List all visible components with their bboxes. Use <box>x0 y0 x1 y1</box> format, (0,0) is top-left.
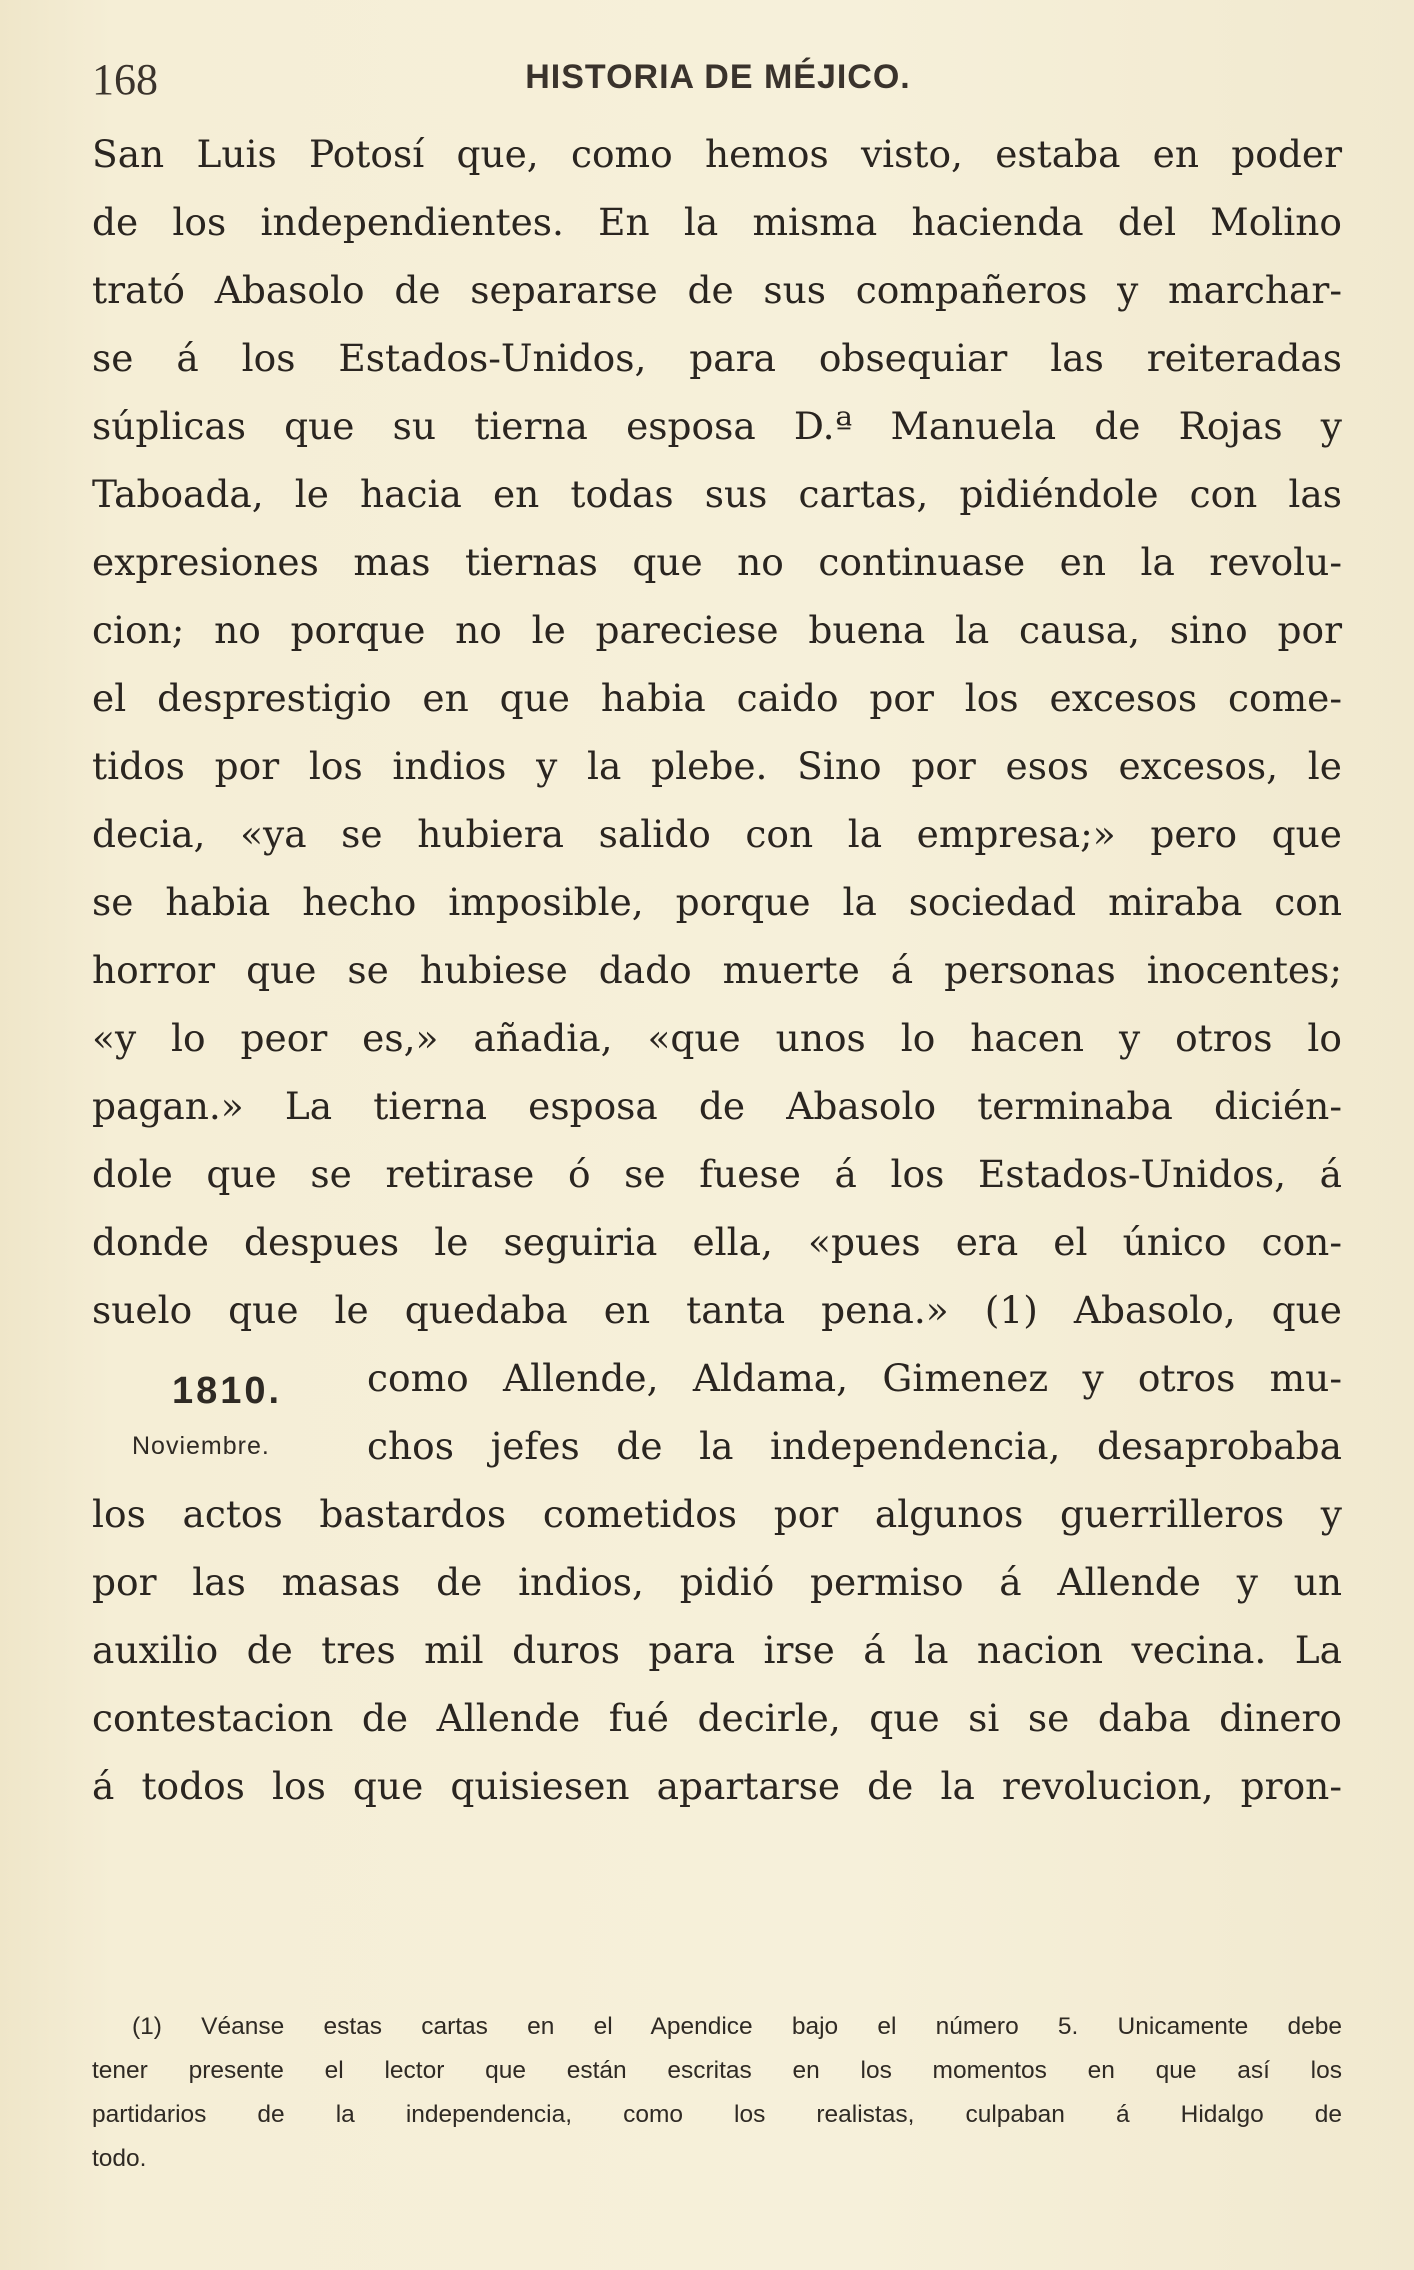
page-number: 168 <box>92 55 158 104</box>
text-line: expresiones mas tiernas que no continuase en la revolu- <box>92 540 1342 584</box>
text-line: pagan.» La tierna esposa de Abasolo terminaba dicién- <box>92 1084 1342 1128</box>
text-line: chos jefes de la independencia, desaprobaba <box>367 1424 1342 1468</box>
margin-note-month: Noviembre. <box>132 1432 270 1460</box>
text-line: «y lo peor es,» añadia, «que unos lo hacen y otros lo <box>92 1016 1342 1060</box>
text-line: el desprestigio en que habia caido por los excesos come- <box>92 676 1342 720</box>
text-line: los actos bastardos cometidos por algunos guerrilleros y <box>92 1492 1342 1536</box>
text-line: trató Abasolo de separarse de sus compañeros y marchar- <box>92 268 1342 312</box>
text-line: suelo que le quedaba en tanta pena.» (1) Abasolo, que <box>92 1288 1342 1332</box>
text-line: dole que se retirase ó se fuese á los Estados-Unidos, á <box>92 1152 1342 1196</box>
margin-note-year: 1810. <box>172 1370 283 1412</box>
text-line: auxilio de tres mil duros para irse á la nacion vecina. La <box>92 1628 1342 1672</box>
text-line: tidos por los indios y la plebe. Sino por esos excesos, le <box>92 744 1342 788</box>
footnote-line: tener presente el lector que están escritas en los momentos en que así los <box>92 2057 1342 2084</box>
text-line: como Allende, Aldama, Gimenez y otros mu- <box>367 1356 1342 1400</box>
text-line: decia, «ya se hubiera salido con la empresa;» pero que <box>92 812 1342 856</box>
text-line: de los independientes. En la misma hacienda del Molino <box>92 200 1342 244</box>
footnote-line: todo. <box>92 2145 147 2172</box>
text-line: á todos los que quisiesen apartarse de la revolucion, pron- <box>92 1764 1342 1808</box>
footnotes <box>92 2005 1342 2181</box>
text-line: donde despues le seguiria ella, «pues era el único con- <box>92 1220 1342 1264</box>
text-line: se habia hecho imposible, porque la sociedad miraba con <box>92 880 1342 924</box>
text-line: cion; no porque no le pareciese buena la causa, sino por <box>92 608 1342 652</box>
running-head: HISTORIA DE MÉJICO. <box>525 58 911 96</box>
text-line: horror que se hubiese dado muerte á personas inocentes; <box>92 948 1342 992</box>
text-line: San Luis Potosí que, como hemos visto, estaba en poder <box>92 132 1342 176</box>
text-line: Taboada, le hacia en todas sus cartas, pidiéndole con las <box>92 472 1342 516</box>
text-line: por las masas de indios, pidió permiso á Allende y un <box>92 1560 1342 1604</box>
page-header <box>92 54 1344 104</box>
body-text <box>92 120 1342 1820</box>
text-line: se á los Estados-Unidos, para obsequiar las reiteradas <box>92 336 1342 380</box>
footnote-line: partidarios de la independencia, como los realistas, culpaban á Hidalgo de <box>92 2101 1342 2128</box>
text-line: contestacion de Allende fué decirle, que si se daba dinero <box>92 1696 1342 1740</box>
footnote-line: (1) Véanse estas cartas en el Apendice bajo el número 5. Unicamente debe <box>132 2013 1342 2040</box>
text-line: súplicas que su tierna esposa D.ª Manuela de Rojas y <box>92 404 1342 448</box>
